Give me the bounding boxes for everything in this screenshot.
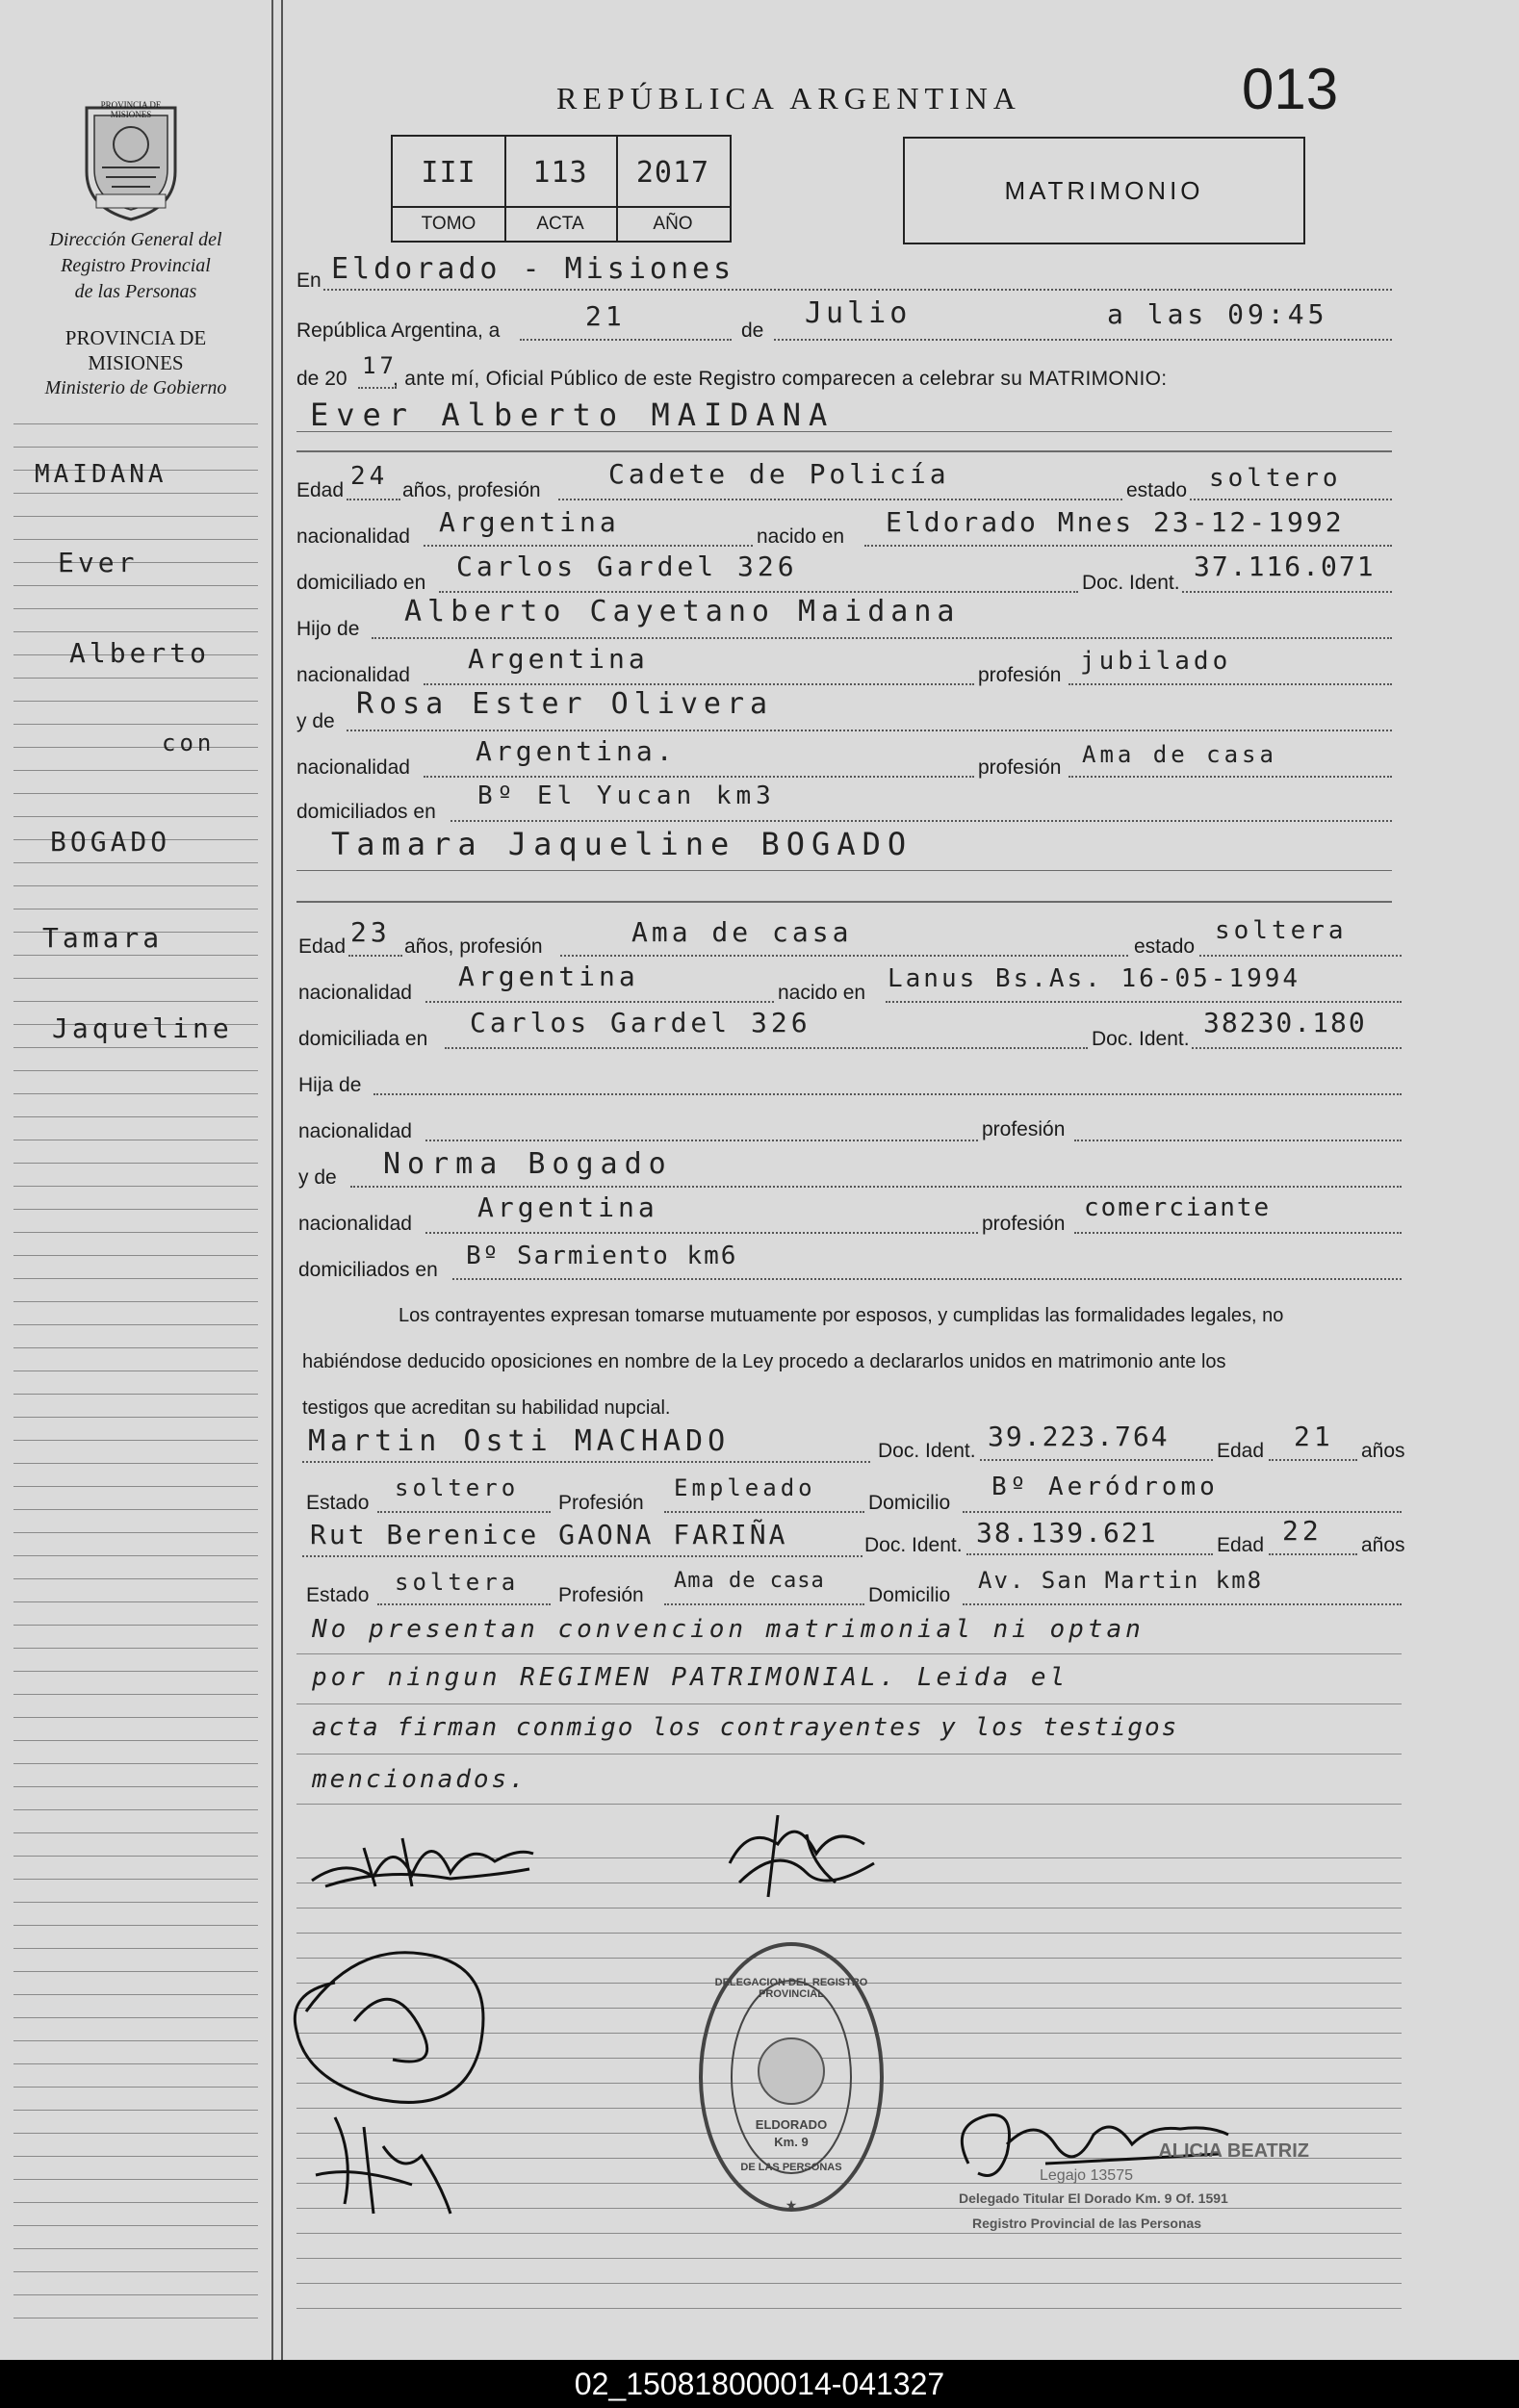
sidebar-rule-line	[13, 1879, 258, 1880]
note-line-2: por ningun REGIMEN PATRIMONIAL. Leida el	[312, 1663, 1069, 1692]
sidebar-rule-line	[13, 1902, 258, 1903]
sidebar-rule-line	[13, 493, 258, 494]
sidebar-rule-line	[13, 1486, 258, 1487]
stamp-center-km: Km. 9	[774, 2135, 809, 2149]
groom-parents-dom-label: domiciliados en	[296, 801, 436, 823]
document-id-footer: 02_150818000014-041327	[0, 2360, 1519, 2408]
witness1-years-label: años	[1361, 1440, 1405, 1462]
official-office: Registro Provincial de las Personas	[972, 2216, 1202, 2231]
groom-son-of-label: Hijo de	[296, 618, 360, 640]
groom-estado: soltero	[1209, 464, 1342, 493]
sidebar-rule-line	[13, 2133, 258, 2134]
groom-father-prof-label: profesión	[978, 664, 1062, 686]
sidebar-rule-line	[13, 1463, 258, 1464]
groom-mother: Rosa Ester Olivera	[356, 687, 774, 721]
appearance-statement: , ante mí, Oficial Público de este Registro comparecen a celebrar su MATRIMONIO:	[393, 368, 1168, 390]
declaration-line-1: Los contrayentes expresan tomarse mutuamente por esposos, y cumplidas las formalidades legales, no	[399, 1305, 1284, 1326]
sidebar-rule-line	[13, 955, 258, 956]
witness2-estado: soltera	[395, 1569, 520, 1596]
bride-mother: Norma Bogado	[383, 1147, 673, 1181]
bride-estado: soltera	[1215, 916, 1348, 945]
sidebar-rule-line	[13, 1740, 258, 1741]
year-suffix: 17	[362, 352, 398, 379]
sidebar-rule-line	[13, 585, 258, 586]
witness1-edad-label: Edad	[1217, 1440, 1265, 1462]
tomo-label: TOMO	[421, 214, 476, 234]
groom-estado-label: estado	[1126, 479, 1188, 501]
sidebar-rule-line	[13, 724, 258, 725]
main-rule-line	[296, 2258, 1402, 2259]
sidebar-rule-line	[13, 885, 258, 886]
sidebar-rule-line	[13, 1440, 258, 1441]
groom-age: 24	[350, 462, 389, 491]
note-line-4: mencionados.	[312, 1765, 528, 1794]
seal-text: PROVINCIA DE MISIONES	[100, 100, 162, 119]
note-line-1: No presentan convencion matrimonial ni optan	[312, 1615, 1145, 1644]
bride-parents-address: Bº Sarmiento km6	[466, 1242, 738, 1270]
sidebar-rule-line	[13, 1671, 258, 1672]
witness1-age: 21	[1294, 1421, 1334, 1452]
sidebar-rule-line	[13, 1717, 258, 1718]
bride-estado-label: estado	[1134, 935, 1196, 958]
bride-mother-nationality: Argentina	[477, 1191, 658, 1223]
sidebar-rule-line	[13, 1601, 258, 1602]
republica-label: República Argentina, a	[296, 320, 501, 342]
groom-profession: Cadete de Policía	[608, 458, 950, 490]
sidebar-rule-line	[13, 1625, 258, 1626]
sidebar-rule-line	[13, 1001, 258, 1002]
groom-mother-nac-label: nacionalidad	[296, 756, 410, 779]
bride-mother-prof-label: profesión	[982, 1213, 1066, 1235]
year-prefix: de 20	[296, 368, 348, 390]
bride-doc: 38230.180	[1203, 1007, 1367, 1038]
groom-mother-profession: Ama de casa	[1082, 741, 1277, 768]
witness1-dom-label: Domicilio	[868, 1492, 951, 1514]
sidebar-rule-line	[13, 1994, 258, 1995]
witness2-address: Av. San Martin km8	[978, 1567, 1264, 1594]
agency-line-3: de las Personas	[74, 281, 197, 302]
sidebar-rule-line	[13, 1186, 258, 1187]
witness2-name: Rut Berenice GAONA FARIÑA	[310, 1519, 788, 1550]
margin-bride-first: Tamara	[42, 922, 164, 954]
stamp-center-city: ELDORADO	[755, 2117, 828, 2132]
sidebar-rule-line	[13, 2040, 258, 2041]
month-value: Julio	[805, 296, 912, 330]
bride-doc-label: Doc. Ident.	[1092, 1028, 1190, 1050]
main-rule-line	[296, 1653, 1402, 1654]
acta-value: 113	[532, 156, 588, 190]
de-label: de	[741, 320, 764, 342]
sidebar-rule-line	[13, 1394, 258, 1395]
witness1-profession: Empleado	[674, 1474, 816, 1501]
sidebar-rule-line	[13, 2271, 258, 2272]
groom-birthplace: Eldorado Mnes 23-12-1992	[886, 506, 1345, 538]
country-title: REPÚBLICA ARGENTINA	[556, 81, 1021, 115]
witness2-doc-label: Doc. Ident.	[864, 1534, 963, 1556]
folio-number: 013	[1242, 57, 1339, 121]
bride-age: 23	[350, 916, 391, 948]
witness1-estado: soltero	[395, 1474, 520, 1501]
witness1-doc-label: Doc. Ident.	[878, 1440, 976, 1462]
bride-profession: Ama de casa	[631, 916, 853, 948]
bride-daughter-of-label: Hija de	[298, 1074, 362, 1096]
bride-profession-label: años, profesión	[404, 935, 543, 958]
en-label: En	[296, 269, 322, 292]
witness1-name: Martin Osti MACHADO	[308, 1424, 731, 1458]
province-block	[10, 325, 262, 400]
sidebar-rule-line	[13, 1925, 258, 1926]
main-rule-line	[296, 2283, 1402, 2284]
official-legajo: Legajo 13575	[1040, 2167, 1133, 2184]
sidebar-rule-line	[13, 1971, 258, 1972]
sidebar-rule-line	[13, 608, 258, 609]
groom-and-of-label: y de	[296, 710, 335, 732]
sidebar-rule-line	[13, 1163, 258, 1164]
sidebar-rule-line	[13, 1047, 258, 1048]
sidebar-rule-line	[13, 2202, 258, 2203]
declaration-line-2: habiéndose deducido oposiciones en nombre de la Ley procedo a declararlos unidos en matrimonio ante los	[302, 1351, 1226, 1372]
witness2-profession: Ama de casa	[674, 1569, 825, 1593]
main-rule-line	[296, 1804, 1402, 1805]
official-name: ALICIA BEATRIZ	[1158, 2140, 1309, 2162]
province-line-1: PROVINCIA DE	[64, 326, 207, 349]
agency-line-1: Dirección General del	[49, 229, 222, 250]
witness2-prof-label: Profesión	[558, 1584, 644, 1606]
sidebar-rule-line	[13, 2156, 258, 2157]
groom-profession-label: años, profesión	[402, 479, 541, 501]
sidebar-rule-line	[13, 1255, 258, 1256]
sidebar-rule-line	[13, 1763, 258, 1764]
bride-father-nac-label: nacionalidad	[298, 1120, 412, 1142]
sidebar-rule-line	[13, 1856, 258, 1857]
tomo-value: III	[421, 156, 476, 190]
sidebar-rule-line	[13, 2017, 258, 2018]
groom-born-label: nacido en	[757, 525, 845, 548]
en-value: Eldorado - Misiones	[331, 252, 735, 286]
stamp-ring-top: DELEGACION DEL REGISTRO PROVINCIAL	[714, 1977, 868, 2000]
stamp-ring-bottom: DE LAS PERSONAS	[740, 2162, 842, 2173]
day-value: 21	[585, 300, 626, 332]
record-type: MATRIMONIO	[1004, 176, 1204, 205]
groom-mother-prof-label: profesión	[978, 756, 1062, 779]
bride-edad-label: Edad	[298, 935, 347, 958]
sidebar-rule-line	[13, 2179, 258, 2180]
sidebar-rule-line	[13, 2248, 258, 2249]
main-rule-line	[296, 2233, 1402, 2234]
witness1-estado-label: Estado	[306, 1492, 370, 1514]
sidebar-rule-line	[13, 2110, 258, 2111]
bride-born-label: nacido en	[778, 982, 866, 1004]
main-rule-line	[296, 1933, 1402, 1934]
declaration-line-3: testigos que acreditan su habilidad nupcial.	[302, 1397, 671, 1419]
bride-dom-label: domiciliada en	[298, 1028, 428, 1050]
groom-father: Alberto Cayetano Maidana	[404, 595, 961, 628]
sidebar-rule-line	[13, 816, 258, 817]
sidebar-rule-line	[13, 1532, 258, 1533]
main-rule-line	[296, 1754, 1402, 1755]
margin-bride-surname: BOGADO	[50, 826, 171, 858]
groom-doc-label: Doc. Ident.	[1082, 572, 1180, 594]
record-type-box	[903, 137, 1305, 244]
sidebar-rule-line	[13, 539, 258, 540]
witness1-address: Bº Aeródromo	[991, 1473, 1219, 1501]
margin-bride-second: Jaqueline	[52, 1012, 233, 1044]
sidebar-rule-line	[13, 770, 258, 771]
witness1-prof-label: Profesión	[558, 1492, 644, 1514]
note-line-3: acta firman conmigo los contrayentes y los testigos	[312, 1713, 1179, 1742]
bride-nationality: Argentina	[458, 961, 639, 992]
margin-connector: con	[162, 730, 216, 756]
groom-edad-label: Edad	[296, 479, 345, 501]
groom-full-name: Ever Alberto MAIDANA	[310, 397, 836, 433]
sidebar-rule-line	[13, 1555, 258, 1556]
bride-signature	[720, 1806, 884, 1902]
groom-father-nac-label: nacionalidad	[296, 664, 410, 686]
bride-mother-nac-label: nacionalidad	[298, 1213, 412, 1235]
sidebar-rule-line	[13, 1278, 258, 1279]
province-line-2: MISIONES	[88, 351, 184, 374]
anio-value: 2017	[635, 156, 710, 190]
witness-signatures	[277, 1934, 508, 2223]
witness2-edad-label: Edad	[1217, 1534, 1265, 1556]
sidebar-rule-line	[13, 1070, 258, 1071]
ministry-line: Ministerio de Gobierno	[44, 377, 227, 398]
sidebar-rule-line	[13, 1093, 258, 1094]
sidebar-rule-line	[13, 862, 258, 863]
sidebar-rule-line	[13, 793, 258, 794]
record-index-box	[391, 135, 732, 243]
sidebar-rule-line	[13, 747, 258, 748]
margin-name-second: Alberto	[69, 637, 211, 669]
witness2-estado-label: Estado	[306, 1584, 370, 1606]
margin-name-first: Ever	[58, 547, 139, 578]
sidebar-rule-line	[13, 1209, 258, 1210]
witness2-dom-label: Domicilio	[868, 1584, 951, 1606]
bride-birthplace: Lanus Bs.As. 16-05-1994	[888, 964, 1301, 993]
sidebar-rule-line	[13, 1786, 258, 1787]
agency-line-2: Registro Provincial	[61, 255, 211, 276]
groom-signature	[306, 1819, 537, 1896]
sidebar-rule-line	[13, 1694, 258, 1695]
groom-parents-address: Bº El Yucan km3	[477, 781, 776, 810]
sidebar-rule-line	[13, 2225, 258, 2226]
bride-and-of-label: y de	[298, 1166, 337, 1189]
bride-address: Carlos Gardel 326	[470, 1007, 811, 1038]
registry-stamp	[695, 1938, 888, 2216]
official-title: Delegado Titular El Dorado Km. 9 Of. 1591	[959, 2190, 1228, 2206]
groom-mother-nationality: Argentina.	[476, 735, 677, 767]
groom-doc: 37.116.071	[1194, 551, 1376, 582]
sidebar-rule-line	[13, 1324, 258, 1325]
sidebar-rule-line	[13, 516, 258, 517]
groom-address: Carlos Gardel 326	[456, 551, 798, 582]
witness2-doc: 38.139.621	[976, 1517, 1158, 1549]
sidebar-rule-line	[13, 978, 258, 979]
bride-parents-dom-label: domiciliados en	[298, 1259, 438, 1281]
groom-dom-label: domiciliado en	[296, 572, 426, 594]
svg-text:★: ★	[785, 2197, 798, 2213]
sidebar-rule-line	[13, 631, 258, 632]
groom-father-profession: jubilado	[1080, 647, 1232, 676]
sidebar-rule-line	[13, 1832, 258, 1833]
sidebar-rule-line	[13, 1648, 258, 1649]
margin-name-surname: MAIDANA	[35, 460, 167, 489]
bride-father-prof-label: profesión	[982, 1118, 1066, 1140]
sidebar-rule-line	[13, 2294, 258, 2295]
sidebar-rule-line	[13, 1948, 258, 1949]
sidebar-rule-line	[13, 1578, 258, 1579]
anio-label: AÑO	[653, 214, 693, 234]
sidebar-rule-line	[13, 701, 258, 702]
sidebar-rule-line	[13, 1301, 258, 1302]
sidebar-rule-line	[13, 1116, 258, 1117]
sidebar-rule-line	[13, 1347, 258, 1348]
acta-label: ACTA	[536, 214, 584, 234]
groom-nac-label: nacionalidad	[296, 525, 410, 548]
witness2-age: 22	[1282, 1515, 1323, 1547]
groom-nationality: Argentina	[439, 506, 620, 538]
sidebar-rule-line	[13, 1809, 258, 1810]
witness2-years-label: años	[1361, 1534, 1405, 1556]
groom-father-nationality: Argentina	[468, 643, 649, 675]
hour-value: a las 09:45	[1107, 298, 1328, 330]
sidebar-rule-line	[13, 1509, 258, 1510]
bride-full-name: Tamara Jaqueline BOGADO	[331, 826, 914, 862]
sidebar-rule-line	[13, 2087, 258, 2088]
sidebar-rule-line	[13, 2063, 258, 2064]
agency-block	[10, 227, 262, 305]
sidebar-rule-line	[13, 1232, 258, 1233]
sidebar-rule-line	[13, 678, 258, 679]
main-rule-line	[296, 2308, 1402, 2309]
sidebar-rule-line	[13, 447, 258, 448]
bride-nac-label: nacionalidad	[298, 982, 412, 1004]
sidebar-rule-line	[13, 1417, 258, 1418]
sidebar-rule-line	[13, 423, 258, 424]
bride-mother-profession: comerciante	[1084, 1193, 1272, 1222]
witness1-doc: 39.223.764	[988, 1421, 1170, 1452]
